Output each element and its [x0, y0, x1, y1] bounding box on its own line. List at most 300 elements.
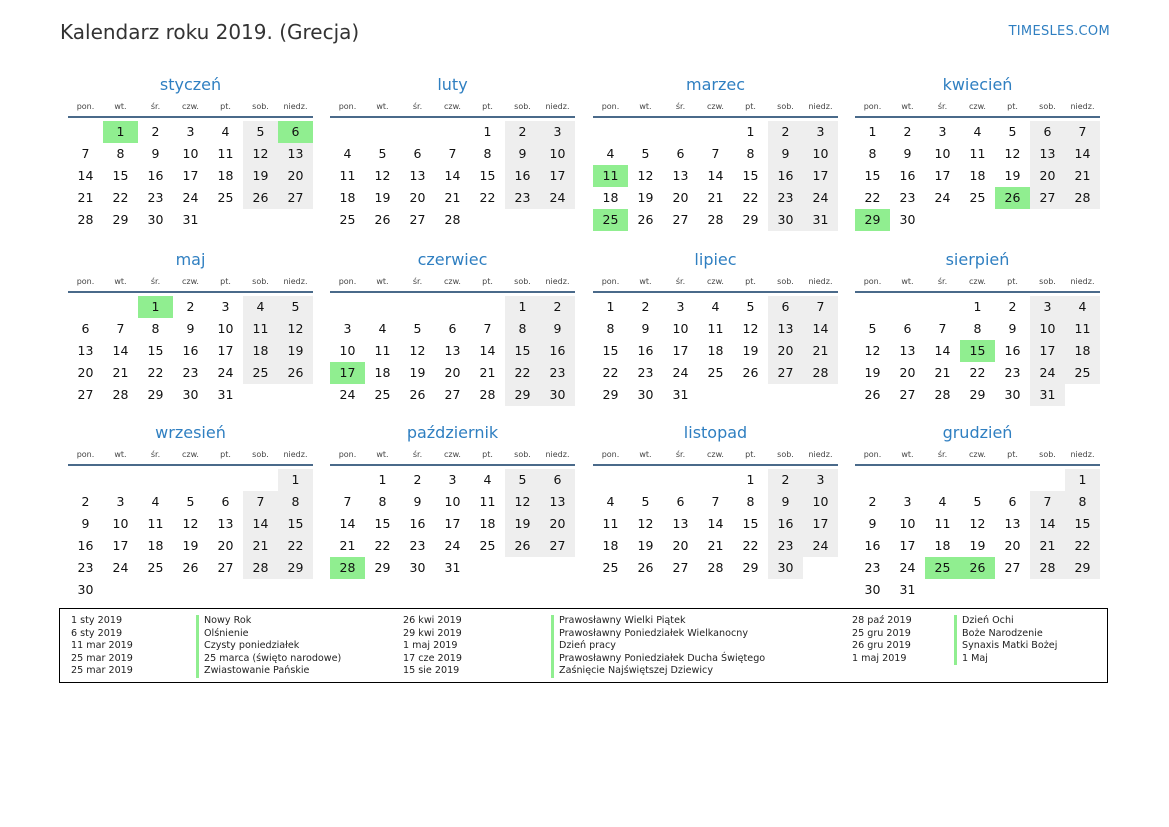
holiday-name: Dzień pracy — [559, 640, 616, 651]
day-cell: 2 — [768, 121, 803, 143]
day-cell: 5 — [1008, 124, 1017, 139]
weekday-label: czw. — [444, 449, 461, 459]
day-cell: 23 — [182, 365, 199, 380]
empty-cell — [960, 469, 995, 491]
day-cell: 25 — [602, 560, 619, 575]
day-cell: 10 — [217, 321, 234, 336]
day-cell: 11 — [243, 318, 278, 340]
day-cell: 2 — [903, 124, 912, 139]
day-cell: 8 — [868, 146, 877, 161]
empty-cell — [103, 296, 138, 318]
weekday-header — [68, 444, 313, 466]
day-cell: 18 — [147, 538, 164, 553]
day-cell: 14 — [444, 168, 461, 183]
day-cell: 21 — [934, 365, 951, 380]
day-cell: 15 — [602, 343, 619, 358]
empty-cell — [243, 469, 278, 491]
day-cell: 21 — [243, 535, 278, 557]
day-grid — [593, 121, 838, 231]
day-cell: 22 — [602, 365, 619, 380]
weekday-label: pt. — [220, 101, 231, 111]
day-cell: 6 — [448, 321, 457, 336]
day-cell: 19 — [243, 165, 278, 187]
day-cell: 17 — [899, 538, 916, 553]
day-cell: 13 — [1004, 516, 1021, 531]
day-cell: 21 — [803, 340, 838, 362]
day-cell: 31 — [444, 560, 461, 575]
day-cell: 5 — [641, 146, 650, 161]
day-cell: 15 — [505, 340, 540, 362]
month-name: maj — [175, 250, 206, 269]
weekday-label: śr. — [412, 101, 423, 111]
month-name: grudzień — [942, 423, 1013, 442]
day-cell: 24 — [112, 560, 129, 575]
day-grid — [330, 296, 575, 406]
holiday-name: Prawosławny Poniedziałek Ducha Świętego — [559, 652, 766, 664]
day-cell: 9 — [413, 494, 422, 509]
day-cell: 4 — [378, 321, 387, 336]
day-cell: 22 — [742, 190, 759, 205]
day-cell: 30 — [77, 582, 94, 597]
weekday-label: niedz. — [545, 276, 570, 286]
day-cell: 10 — [1030, 318, 1065, 340]
day-cell: 7 — [803, 296, 838, 318]
holiday-day: 29 — [855, 209, 890, 231]
day-cell: 30 — [637, 387, 654, 402]
day-cell: 31 — [217, 387, 234, 402]
day-cell: 5 — [186, 494, 195, 509]
empty-cell — [628, 469, 663, 491]
empty-cell — [855, 469, 890, 491]
day-cell: 12 — [742, 321, 759, 336]
day-cell: 6 — [540, 469, 575, 491]
holiday-date: 17 cze 2019 — [403, 652, 462, 664]
weekday-label: niedz. — [283, 276, 308, 286]
weekday-label: śr. — [412, 449, 423, 459]
day-cell: 24 — [899, 560, 916, 575]
day-cell: 3 — [343, 321, 352, 336]
day-cell: 2 — [768, 469, 803, 491]
day-cell: 16 — [768, 513, 803, 535]
day-cell: 1 — [278, 469, 313, 491]
day-cell: 22 — [147, 365, 164, 380]
day-grid — [68, 469, 313, 601]
holiday-names-col-2 — [551, 615, 765, 678]
day-cell: 5 — [746, 299, 755, 314]
day-cell: 29 — [602, 387, 619, 402]
day-cell: 4 — [1065, 296, 1100, 318]
day-cell: 23 — [768, 535, 803, 557]
day-cell: 30 — [147, 212, 164, 227]
day-cell: 2 — [413, 472, 422, 487]
day-cell: 8 — [278, 491, 313, 513]
day-cell: 19 — [505, 513, 540, 535]
day-cell: 21 — [479, 365, 496, 380]
day-cell: 23 — [409, 538, 426, 553]
weekday-label: wt. — [639, 101, 652, 111]
day-cell: 26 — [182, 560, 199, 575]
day-cell: 6 — [1030, 121, 1065, 143]
day-cell: 25 — [147, 560, 164, 575]
empty-cell — [890, 469, 925, 491]
day-cell: 22 — [864, 190, 881, 205]
month-calendar — [855, 423, 1100, 601]
day-cell: 5 — [505, 469, 540, 491]
weekday-label: wt. — [376, 449, 389, 459]
day-cell: 11 — [479, 494, 496, 509]
day-cell: 26 — [409, 387, 426, 402]
holiday-name: Prawosławny Wielki Piątek — [559, 615, 686, 626]
day-cell: 8 — [483, 146, 492, 161]
day-cell: 13 — [77, 343, 94, 358]
day-cell: 12 — [864, 343, 881, 358]
weekday-label: niedz. — [283, 101, 308, 111]
day-cell: 5 — [278, 296, 313, 318]
day-cell: 10 — [339, 343, 356, 358]
day-cell: 2 — [641, 299, 650, 314]
day-cell: 20 — [444, 365, 461, 380]
day-cell: 6 — [676, 146, 685, 161]
day-cell: 4 — [483, 472, 492, 487]
weekday-label: śr. — [675, 101, 686, 111]
day-cell: 22 — [742, 538, 759, 553]
day-cell: 19 — [637, 538, 654, 553]
day-cell: 22 — [1065, 535, 1100, 557]
day-cell: 28 — [707, 560, 724, 575]
day-cell: 17 — [803, 513, 838, 535]
day-grid — [330, 121, 575, 231]
day-cell: 6 — [413, 146, 422, 161]
day-cell: 18 — [602, 538, 619, 553]
day-cell: 15 — [1065, 513, 1100, 535]
weekday-header — [855, 271, 1100, 293]
day-cell: 17 — [540, 165, 575, 187]
page-title: Kalendarz roku 2019. (Grecja) — [60, 20, 360, 44]
weekday-label: pt. — [745, 449, 756, 459]
weekday-label: czw. — [969, 276, 986, 286]
weekday-label: niedz. — [1070, 101, 1095, 111]
day-cell: 30 — [409, 560, 426, 575]
day-cell: 15 — [374, 516, 391, 531]
day-cell: 23 — [1004, 365, 1021, 380]
weekday-label: śr. — [150, 276, 161, 286]
weekday-header — [330, 271, 575, 293]
day-cell: 12 — [278, 318, 313, 340]
holiday-name: Prawosławny Poniedziałek Wielkanocny — [559, 627, 749, 639]
day-cell: 5 — [243, 121, 278, 143]
weekday-label: pt. — [745, 101, 756, 111]
empty-cell — [400, 121, 435, 143]
weekday-label: śr. — [675, 276, 686, 286]
day-cell: 2 — [151, 124, 160, 139]
day-cell: 4 — [343, 146, 352, 161]
day-cell: 15 — [742, 516, 759, 531]
day-cell: 7 — [711, 494, 720, 509]
day-cell: 10 — [444, 494, 461, 509]
day-cell: 13 — [672, 168, 689, 183]
day-cell: 5 — [641, 494, 650, 509]
day-cell: 6 — [1008, 494, 1017, 509]
day-cell: 27 — [672, 212, 689, 227]
holiday-date: 25 gru 2019 — [852, 627, 911, 639]
day-cell: 8 — [746, 494, 755, 509]
month-calendar — [593, 423, 838, 579]
empty-cell — [208, 469, 243, 491]
month-calendar — [68, 423, 313, 601]
day-cell: 30 — [1004, 387, 1021, 402]
day-cell: 21 — [1030, 535, 1065, 557]
day-cell: 8 — [746, 146, 755, 161]
day-cell: 19 — [1004, 168, 1021, 183]
weekday-label: pt. — [482, 276, 493, 286]
weekday-label: niedz. — [808, 101, 833, 111]
day-cell: 9 — [505, 143, 540, 165]
day-cell: 6 — [221, 494, 230, 509]
weekday-label: pon. — [863, 101, 882, 111]
day-cell: 26 — [243, 187, 278, 209]
day-cell: 1 — [606, 299, 615, 314]
day-grid — [855, 469, 1100, 601]
day-cell: 21 — [112, 365, 129, 380]
day-cell: 12 — [182, 516, 199, 531]
weekday-label: niedz. — [808, 276, 833, 286]
day-cell: 8 — [973, 321, 982, 336]
holiday-names-col-3 — [954, 615, 1057, 665]
empty-cell — [68, 296, 103, 318]
weekday-header — [593, 271, 838, 293]
day-cell: 9 — [868, 516, 877, 531]
day-cell: 22 — [112, 190, 129, 205]
day-cell: 19 — [864, 365, 881, 380]
day-cell: 18 — [374, 365, 391, 380]
weekday-label: pon. — [338, 449, 357, 459]
weekday-label: wt. — [376, 101, 389, 111]
day-cell: 23 — [77, 560, 94, 575]
day-cell: 5 — [973, 494, 982, 509]
weekday-label: pon. — [863, 276, 882, 286]
day-cell: 31 — [803, 209, 838, 231]
day-cell: 3 — [540, 121, 575, 143]
day-cell: 27 — [217, 560, 234, 575]
site-link[interactable]: TIMESLES.COM — [1008, 24, 1110, 39]
month-calendar — [68, 250, 313, 406]
day-cell: 3 — [803, 469, 838, 491]
day-cell: 15 — [278, 513, 313, 535]
day-cell: 31 — [672, 387, 689, 402]
day-cell: 6 — [903, 321, 912, 336]
holiday-name: 1 Maj — [962, 652, 988, 664]
holiday-date: 28 paź 2019 — [852, 615, 912, 626]
empty-cell — [103, 469, 138, 491]
weekday-label: niedz. — [545, 449, 570, 459]
empty-cell — [330, 296, 365, 318]
day-cell: 8 — [1065, 491, 1100, 513]
holiday-dates-col-2 — [403, 615, 462, 678]
day-cell: 15 — [864, 168, 881, 183]
day-cell: 30 — [899, 212, 916, 227]
day-cell: 25 — [339, 212, 356, 227]
day-cell: 14 — [934, 343, 951, 358]
day-cell: 16 — [864, 538, 881, 553]
day-cell: 22 — [374, 538, 391, 553]
empty-cell — [593, 121, 628, 143]
day-cell: 17 — [934, 168, 951, 183]
empty-cell — [855, 296, 890, 318]
weekday-label: czw. — [707, 449, 724, 459]
day-cell: 16 — [540, 340, 575, 362]
weekday-label: wt. — [901, 101, 914, 111]
day-cell: 9 — [151, 146, 160, 161]
day-cell: 29 — [1065, 557, 1100, 579]
day-cell: 10 — [803, 491, 838, 513]
day-cell: 12 — [637, 168, 654, 183]
weekday-label: pon. — [338, 101, 357, 111]
holiday-day: 28 — [330, 557, 365, 579]
month-name: listopad — [683, 423, 748, 442]
weekday-label: pon. — [601, 449, 620, 459]
weekday-label: czw. — [444, 101, 461, 111]
day-cell: 19 — [182, 538, 199, 553]
day-cell: 29 — [112, 212, 129, 227]
day-cell: 1 — [505, 296, 540, 318]
month-name: sierpień — [945, 250, 1010, 269]
day-cell: 4 — [151, 494, 160, 509]
month-calendar — [855, 250, 1100, 406]
day-cell: 19 — [278, 340, 313, 362]
day-cell: 29 — [969, 387, 986, 402]
weekday-label: śr. — [675, 449, 686, 459]
weekday-label: sob. — [514, 101, 531, 111]
day-cell: 30 — [768, 557, 803, 579]
day-cell: 3 — [221, 299, 230, 314]
day-cell: 7 — [448, 146, 457, 161]
month-calendar — [330, 75, 575, 231]
weekday-header — [593, 444, 838, 466]
day-cell: 15 — [147, 343, 164, 358]
month-calendar — [855, 75, 1100, 231]
day-cell: 24 — [182, 190, 199, 205]
day-cell: 27 — [1004, 560, 1021, 575]
day-cell: 28 — [479, 387, 496, 402]
holiday-day: 26 — [960, 557, 995, 579]
day-cell: 20 — [768, 340, 803, 362]
day-cell: 1 — [1065, 469, 1100, 491]
weekday-label: śr. — [150, 449, 161, 459]
day-cell: 24 — [540, 187, 575, 209]
day-cell: 14 — [1030, 513, 1065, 535]
day-cell: 14 — [339, 516, 356, 531]
holiday-day: 25 — [593, 209, 628, 231]
weekday-label: pon. — [338, 276, 357, 286]
weekday-label: pt. — [220, 276, 231, 286]
day-cell: 7 — [938, 321, 947, 336]
day-cell: 2 — [1008, 299, 1017, 314]
day-cell: 20 — [899, 365, 916, 380]
day-cell: 21 — [77, 190, 94, 205]
weekday-label: czw. — [969, 101, 986, 111]
day-cell: 26 — [742, 365, 759, 380]
day-cell: 25 — [374, 387, 391, 402]
day-grid — [330, 469, 575, 579]
day-cell: 27 — [409, 212, 426, 227]
weekday-label: pt. — [220, 449, 231, 459]
day-cell: 21 — [339, 538, 356, 553]
holiday-day: 26 — [995, 187, 1030, 209]
empty-cell — [698, 121, 733, 143]
holiday-day: 1 — [138, 296, 173, 318]
day-cell: 17 — [1030, 340, 1065, 362]
month-name: kwiecień — [942, 75, 1013, 94]
day-cell: 20 — [1004, 538, 1021, 553]
weekday-label: sob. — [514, 449, 531, 459]
weekday-label: czw. — [182, 449, 199, 459]
day-cell: 1 — [868, 124, 877, 139]
day-cell: 24 — [803, 187, 838, 209]
day-cell: 16 — [505, 165, 540, 187]
day-cell: 13 — [444, 343, 461, 358]
weekday-label: niedz. — [545, 101, 570, 111]
weekday-label: sob. — [777, 101, 794, 111]
day-cell: 11 — [969, 146, 986, 161]
day-cell: 2 — [505, 121, 540, 143]
day-grid — [593, 296, 838, 406]
weekday-header — [593, 96, 838, 118]
day-grid — [855, 121, 1100, 231]
day-cell: 19 — [637, 190, 654, 205]
weekday-label: pt. — [1007, 276, 1018, 286]
day-cell: 26 — [637, 560, 654, 575]
day-cell: 16 — [768, 165, 803, 187]
day-cell: 2 — [186, 299, 195, 314]
weekday-label: pt. — [482, 449, 493, 459]
day-cell: 12 — [969, 516, 986, 531]
day-cell: 27 — [77, 387, 94, 402]
day-cell: 7 — [116, 321, 125, 336]
weekday-label: pon. — [863, 449, 882, 459]
weekday-label: wt. — [639, 276, 652, 286]
month-name: marzec — [685, 75, 745, 94]
holiday-dates-col-1 — [71, 615, 133, 678]
month-name: październik — [406, 423, 499, 442]
day-cell: 22 — [479, 190, 496, 205]
day-cell: 21 — [707, 190, 724, 205]
holiday-day: 11 — [593, 165, 628, 187]
day-cell: 28 — [1065, 187, 1100, 209]
holiday-date: 1 maj 2019 — [852, 652, 907, 664]
day-cell: 11 — [374, 343, 391, 358]
holiday-date: 11 mar 2019 — [71, 640, 133, 651]
weekday-label: pt. — [1007, 101, 1018, 111]
day-cell: 26 — [505, 535, 540, 557]
empty-cell — [593, 469, 628, 491]
day-grid — [68, 121, 313, 231]
month-name: lipiec — [694, 250, 737, 269]
weekday-label: wt. — [901, 276, 914, 286]
weekday-label: wt. — [376, 276, 389, 286]
day-cell: 24 — [1030, 362, 1065, 384]
day-cell: 5 — [378, 146, 387, 161]
day-cell: 19 — [969, 538, 986, 553]
weekday-label: pt. — [482, 101, 493, 111]
holiday-name: 25 marca (święto narodowe) — [204, 652, 342, 664]
day-cell: 23 — [864, 560, 881, 575]
day-cell: 28 — [77, 212, 94, 227]
day-cell: 6 — [768, 296, 803, 318]
day-cell: 14 — [1065, 143, 1100, 165]
day-cell: 27 — [540, 535, 575, 557]
day-cell: 17 — [112, 538, 129, 553]
empty-cell — [663, 121, 698, 143]
